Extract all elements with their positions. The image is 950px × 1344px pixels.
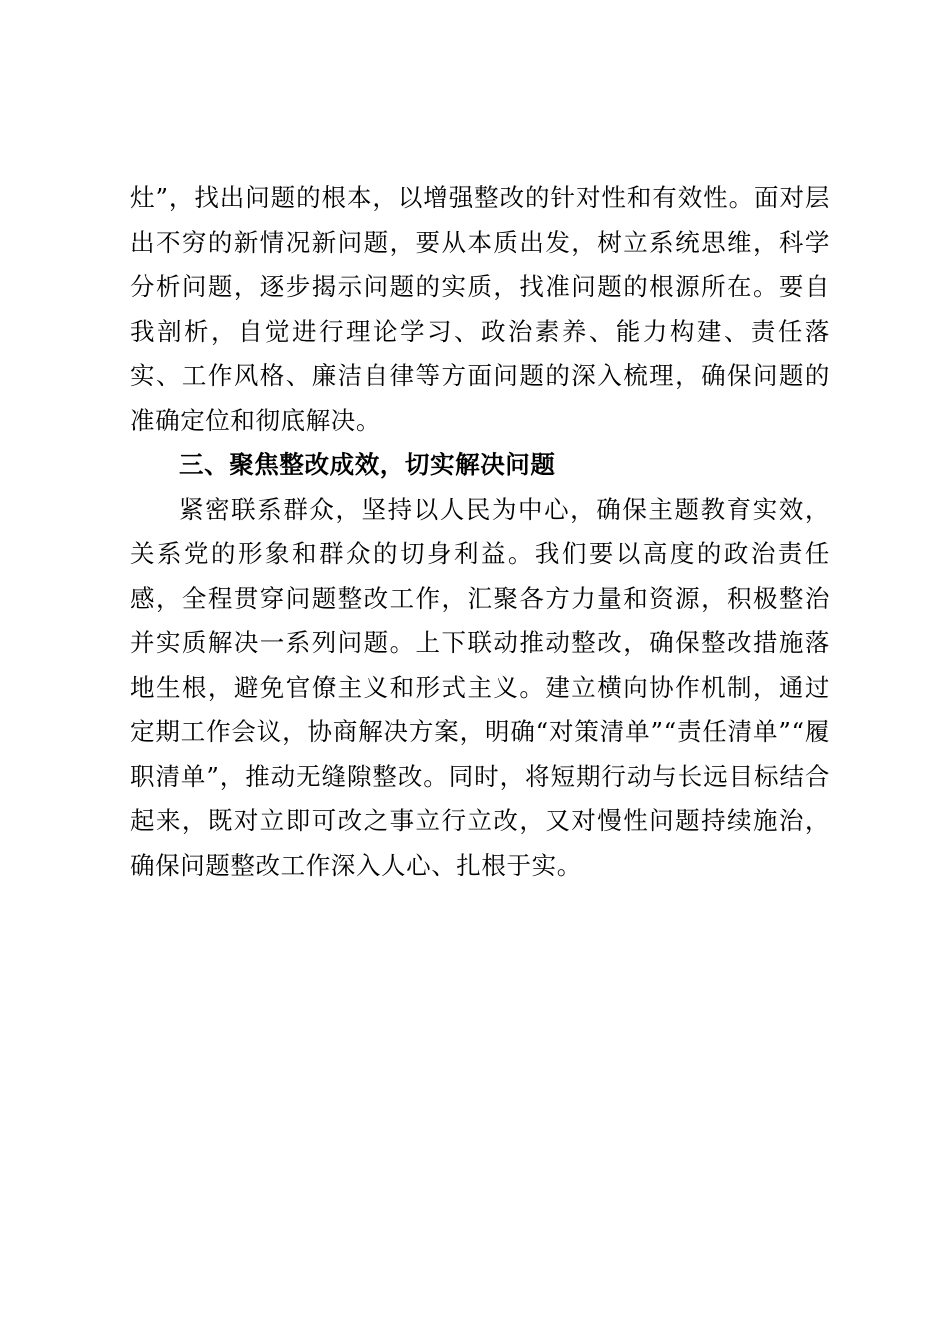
section-paragraph: 紧密联系群众，坚持以人民为中心，确保主题教育实效，关系党的形象和群众的切身利益。我们要以高度的政治责任感，全程贯穿问题整改工作，汇聚各方力量和资源，积极整治并实质解决一系列问题。上下联动推动整改，确保整改措施落地生根，避免官僚主义和形式主义。建立横向协作机制，通过定期工作会议，协商解决方案，明确“对策清单”“责任清单”“履职清单”，推动无缝隙整改。同时，将短期行动与长远目标结合起来，既对立即可改之事立行立改，又对慢性问题持续施治，确保问题整改工作深入人心、扎根于实。 bbox=[130, 494, 830, 880]
paragraph-continuation: 灶”，找出问题的根本，以增强整改的针对性和有效性。面对层出不穷的新情况新问题，要从本质出发，树立系统思维，科学分析问题，逐步揭示问题的实质，找准问题的根源所在。要自我剖析，自觉进行理论学习、政治素养、能力构建、责任落实、工作风格、廉洁自律等方面问题的深入梳理，确保问题的准确定位和彻底解决。 bbox=[130, 183, 830, 435]
section-heading: 三、聚焦整改成效，切实解决问题 bbox=[179, 450, 556, 479]
document-body bbox=[130, 176, 830, 888]
